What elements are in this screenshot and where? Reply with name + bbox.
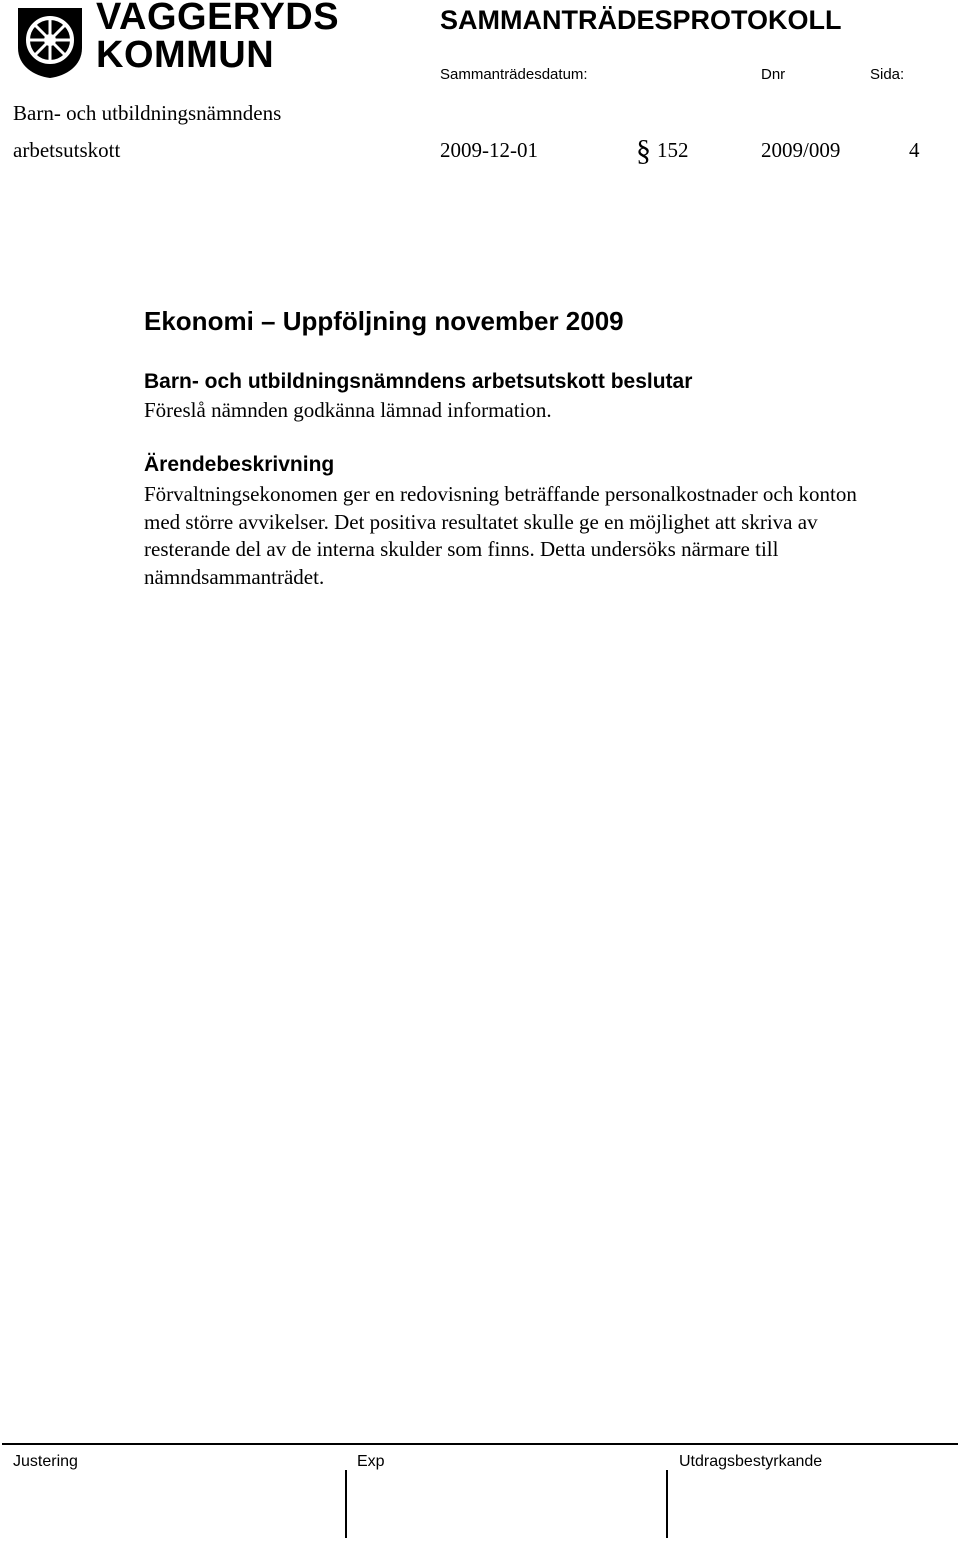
decision-text: Föreslå nämnden godkänna lämnad information. xyxy=(144,398,552,422)
municipality-crest-icon xyxy=(12,4,88,80)
dnr-value: 2009/009 xyxy=(761,138,841,162)
footer-exp-label: Exp xyxy=(357,1453,385,1470)
municipality-name xyxy=(96,0,339,74)
brand-line-2: KOMMUN xyxy=(96,34,275,76)
footer-divider xyxy=(2,1443,958,1445)
organization-subname: arbetsutskott xyxy=(13,138,121,162)
footer-utdrag-label: Utdragsbestyrkande xyxy=(679,1453,823,1470)
section-title: Ekonomi – Uppföljning november 2009 xyxy=(144,306,624,336)
decision-heading: Barn- och utbildningsnämndens arbetsutskott beslutar xyxy=(144,370,693,393)
footer-column-divider xyxy=(666,1470,668,1538)
document-title: SAMMANTRÄDESPROTOKOLL xyxy=(440,5,842,35)
meeting-date: 2009-12-01 xyxy=(440,138,538,162)
organization-name: Barn- och utbildningsnämndens xyxy=(13,101,282,125)
footer-justering-label: Justering xyxy=(13,1453,78,1470)
paragraph-number xyxy=(636,134,689,167)
meeting-date-label: Sammanträdesdatum: xyxy=(440,66,588,83)
page-number: 4 xyxy=(909,138,920,162)
description-heading: Ärendebeskrivning xyxy=(144,453,335,476)
brand-line-1: VAGGERYDS xyxy=(96,0,340,38)
dnr-label: Dnr xyxy=(761,66,786,83)
description-text: Förvaltningsekonomen ger en redovisning beträffande personalkostnader och konton med större avvikelser. Det positiva resultatet skulle ge en möjlighet att skriva av resterande del av de interna skulder som finns. Detta undersöks närmare till nämndsammanträdet. xyxy=(144,482,857,589)
paragraph-symbol: § xyxy=(636,134,651,167)
page-label: Sida: xyxy=(870,66,905,83)
footer-column-divider xyxy=(345,1470,347,1538)
paragraph-number-value: 152 xyxy=(657,138,689,162)
